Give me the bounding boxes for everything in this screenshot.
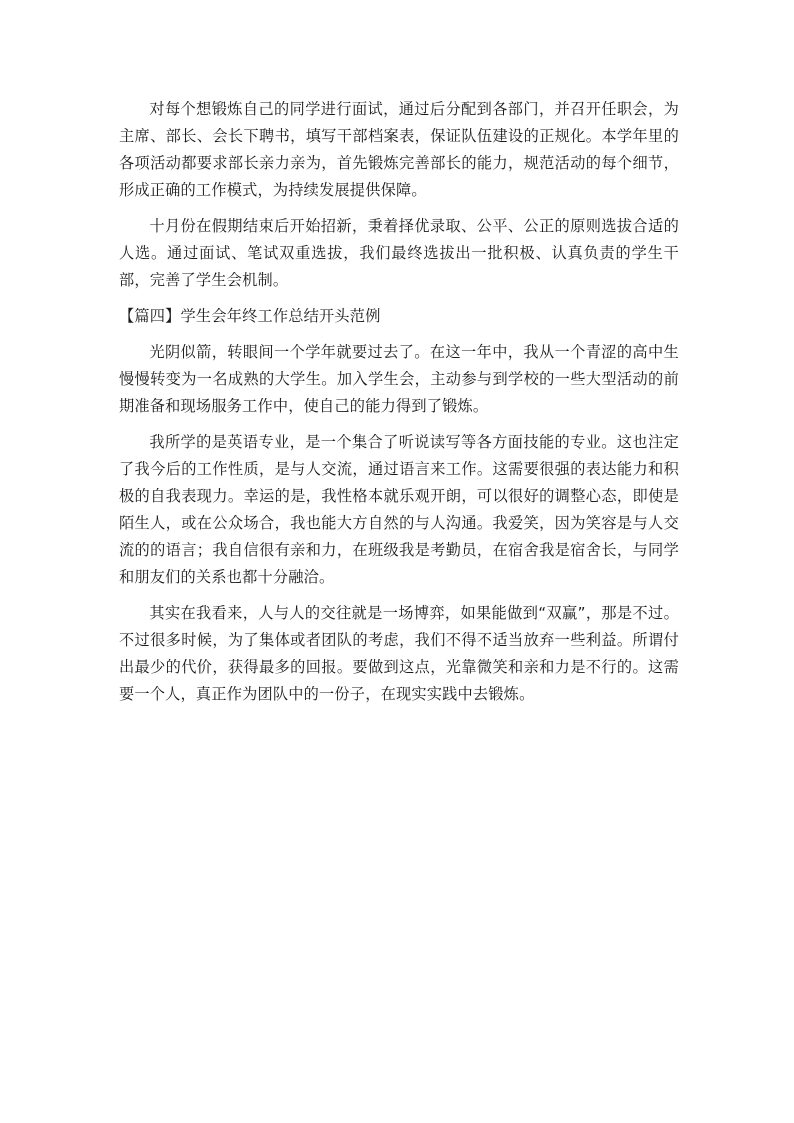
section-heading: 【篇四】学生会年终工作总结开头范例 bbox=[119, 307, 381, 325]
paragraph-recruitment: 十月份在假期结束后开始招新，秉着择优录取、公平、公正的原则选拔合适的人选。通过面试、笔试双重选拔，我们最终选拔出一批积极、认真负责的学生干部，完善了学生会机制。 bbox=[119, 217, 679, 289]
paragraph-interview: 对每个想锻炼自己的同学进行面试，通过后分配到各部门，并召开任职会，为主席、部长、会长下聘书，填写干部档案表，保证队伍建设的正规化。本学年里的各项活动都要求部长亲力亲为，首先锻炼完善部长的能力，规范活动的每个细节，形成正确的工作模式，为持续发展提供保障。 bbox=[119, 100, 679, 199]
paragraph-major: 我所学的是英语专业，是一个集合了听说读写等各方面技能的专业。这也注定了我今后的工作性质，是与人交流，通过语言来工作。这需要很强的表达能力和积极的自我表现力。幸运的是，我性格本就乐观开朗，可以很好的调整心态，即使是陌生人，或在公众场合，我也能大方自然的与人沟通。我爱笑，因为笑容是与人交流的的语言；我自信很有亲和力，在班级我是考勤员，在宿舍我是宿舍长，与同学和朋友们的关系也都十分融洽。 bbox=[119, 433, 679, 586]
paragraph-interaction: 其实在我看来，人与人的交往就是一场博弈，如果能做到“双赢”，那是不过。不过很多时候，为了集体或者团队的考虑，我们不得不适当放弃一些利益。所谓付出最少的代价，获得最多的回报。要做到这点，光靠微笑和亲和力是不行的。这需要一个人，真正作为团队中的一份子，在现实实践中去锻炼。 bbox=[119, 604, 679, 703]
paragraph-time-flies: 光阴似箭，转眼间一个学年就要过去了。在这一年中，我从一个青涩的高中生慢慢转变为一名成熟的大学生。加入学生会，主动参与到学校的一些大型活动的前期准备和现场服务工作中，使自己的能力得到了锻炼。 bbox=[119, 343, 679, 415]
document-page bbox=[119, 96, 679, 717]
